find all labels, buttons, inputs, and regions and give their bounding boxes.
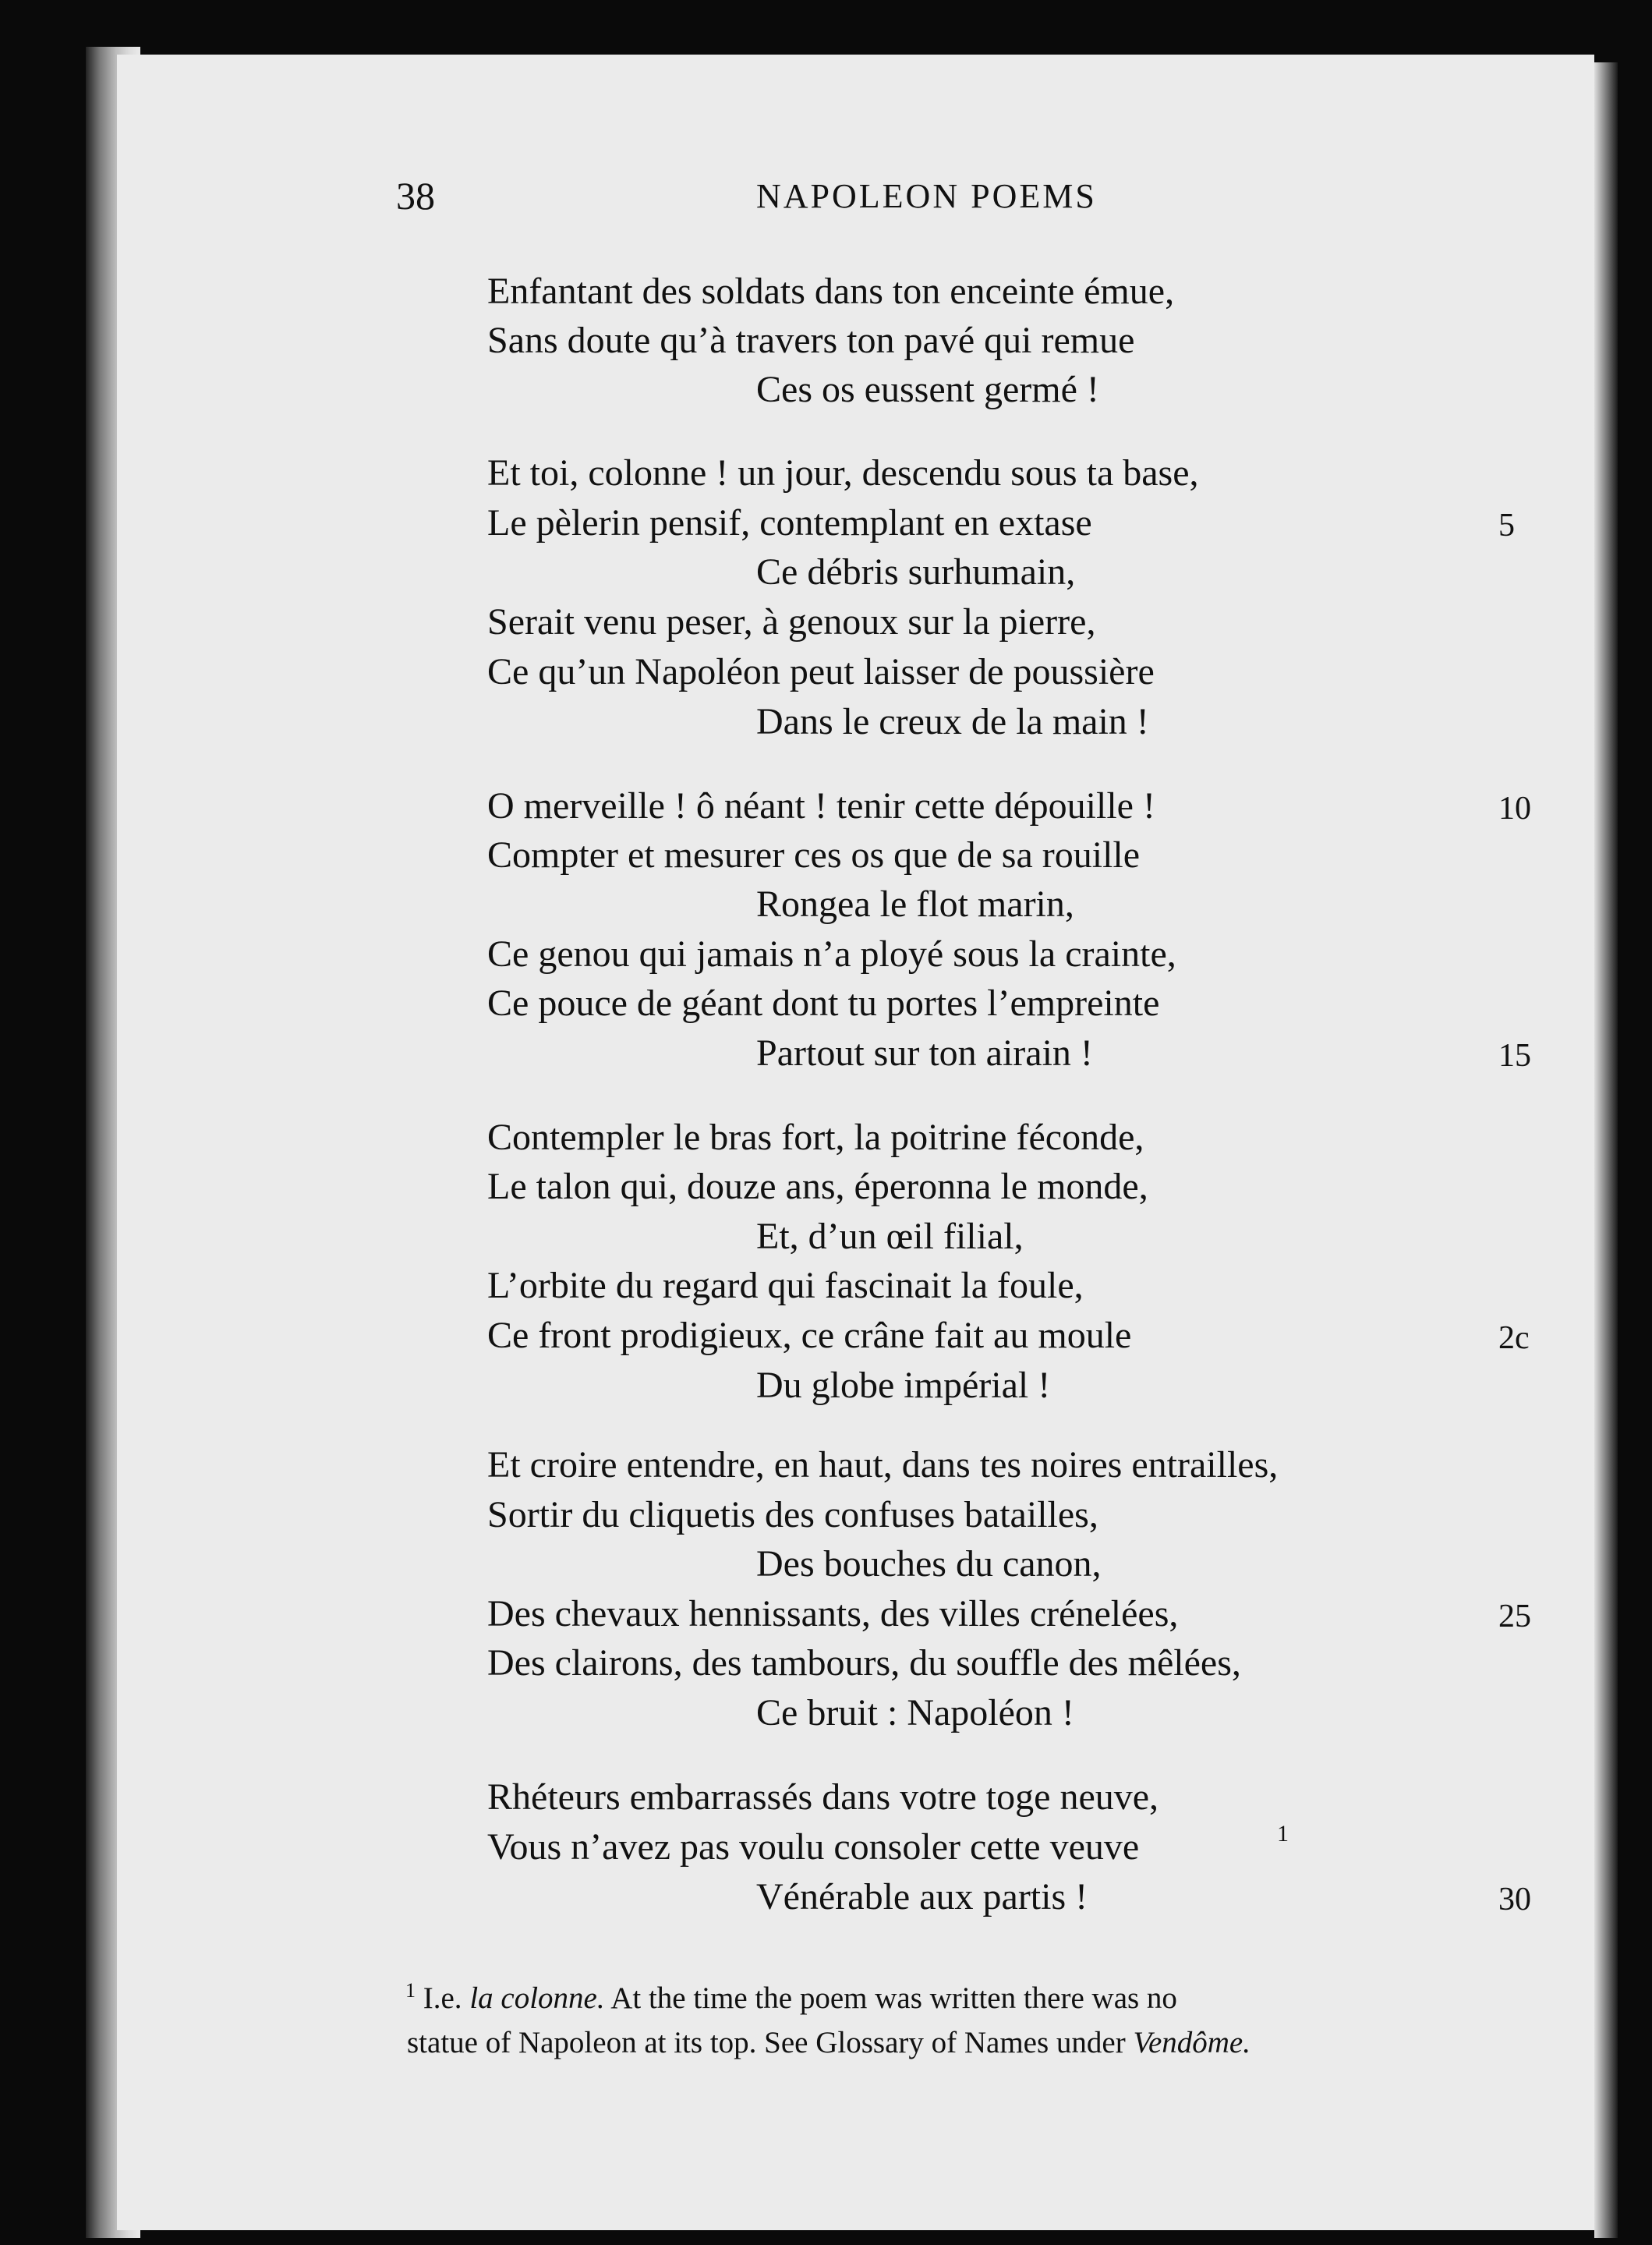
footnote-marker: 1: [405, 1979, 416, 2002]
verse-line: Ce pouce de géant dont tu portes l’empreinte: [487, 983, 1160, 1024]
verse-line: Rongea le flot marin,: [756, 883, 1074, 925]
line-number: 30: [1498, 1882, 1531, 1917]
footnote-line-2: [407, 2027, 1250, 2058]
verse-line: Dans le creux de la main !: [756, 701, 1149, 742]
footnote-italic-ref: Vendôme.: [1133, 2026, 1250, 2059]
verse-line: Vénérable aux partis !: [756, 1876, 1088, 1917]
verse-line: Compter et mesurer ces os que de sa rouille: [487, 834, 1141, 876]
verse-line: Et croire entendre, en haut, dans tes noires entrailles,: [487, 1444, 1279, 1485]
verse-line: Ces os eussent germé !: [756, 369, 1099, 410]
line-number: 2c: [1498, 1320, 1530, 1356]
verse-line: Des chevaux hennissants, des villes crénelées,: [487, 1593, 1179, 1634]
verse-line: Ce front prodigieux, ce crâne fait au moule: [487, 1315, 1132, 1356]
line-number: 10: [1498, 791, 1531, 827]
verse-line: Et toi, colonne ! un jour, descendu sous ta base,: [487, 452, 1199, 494]
verse-line: Partout sur ton airain !: [756, 1032, 1093, 1074]
verse-line: Enfantant des soldats dans ton enceinte émue,: [487, 271, 1175, 312]
footnote-text-2: statue of Napoleon at its top. See Glossary of Names under: [407, 2026, 1126, 2059]
verse-line: Des clairons, des tambours, du souffle des mêlées,: [487, 1642, 1241, 1684]
verse-line: Ce qu’un Napoléon peut laisser de poussière: [487, 651, 1155, 692]
footnote-italic-term: la colonne.: [469, 1981, 605, 2015]
verse-line: O merveille ! ô néant ! tenir cette dépouille !: [487, 785, 1155, 827]
footnote-reference-marker: 1: [1277, 1821, 1289, 1847]
verse-line: Ce débris surhumain,: [756, 551, 1076, 593]
verse-line: Du globe impérial !: [756, 1365, 1051, 1406]
running-title: NAPOLEON POEMS: [756, 177, 1097, 215]
verse-line: L’orbite du regard qui fascinait la foule,: [487, 1265, 1084, 1306]
line-number: 25: [1498, 1599, 1531, 1634]
verse-line: Le talon qui, douze ans, éperonna le monde,: [487, 1166, 1148, 1207]
verse-line: Et, d’un œil filial,: [756, 1216, 1024, 1257]
verse-line: Rhéteurs embarrassés dans votre toge neuve,: [487, 1776, 1159, 1818]
verse-line: Vous n’avez pas voulu consoler cette veuve: [487, 1826, 1140, 1868]
verse-line: Le pèlerin pensif, contemplant en extase: [487, 502, 1092, 544]
line-number: 15: [1498, 1038, 1531, 1074]
page-right-edge: [1594, 62, 1618, 2238]
verse-line: Contempler le bras fort, la poitrine féconde,: [487, 1117, 1144, 1158]
line-number: 5: [1498, 508, 1515, 544]
footnote-line-1: [405, 1981, 1177, 2013]
page-number: 38: [396, 174, 435, 218]
verse-line: Ce genou qui jamais n’a ployé sous la crainte,: [487, 933, 1176, 975]
footnote-prefix: I.e.: [423, 1981, 462, 2015]
verse-line: Sans doute qu’à travers ton pavé qui remue: [487, 320, 1135, 361]
footnote-text-1: At the time the poem was written there was no: [610, 1981, 1177, 2015]
verse-line: Serait venu peser, à genoux sur la pierre,: [487, 601, 1096, 643]
verse-line: Sortir du cliquetis des confuses batailles,: [487, 1494, 1098, 1535]
verse-line: Des bouches du canon,: [756, 1543, 1102, 1585]
verse-line: Ce bruit : Napoléon !: [756, 1692, 1074, 1733]
